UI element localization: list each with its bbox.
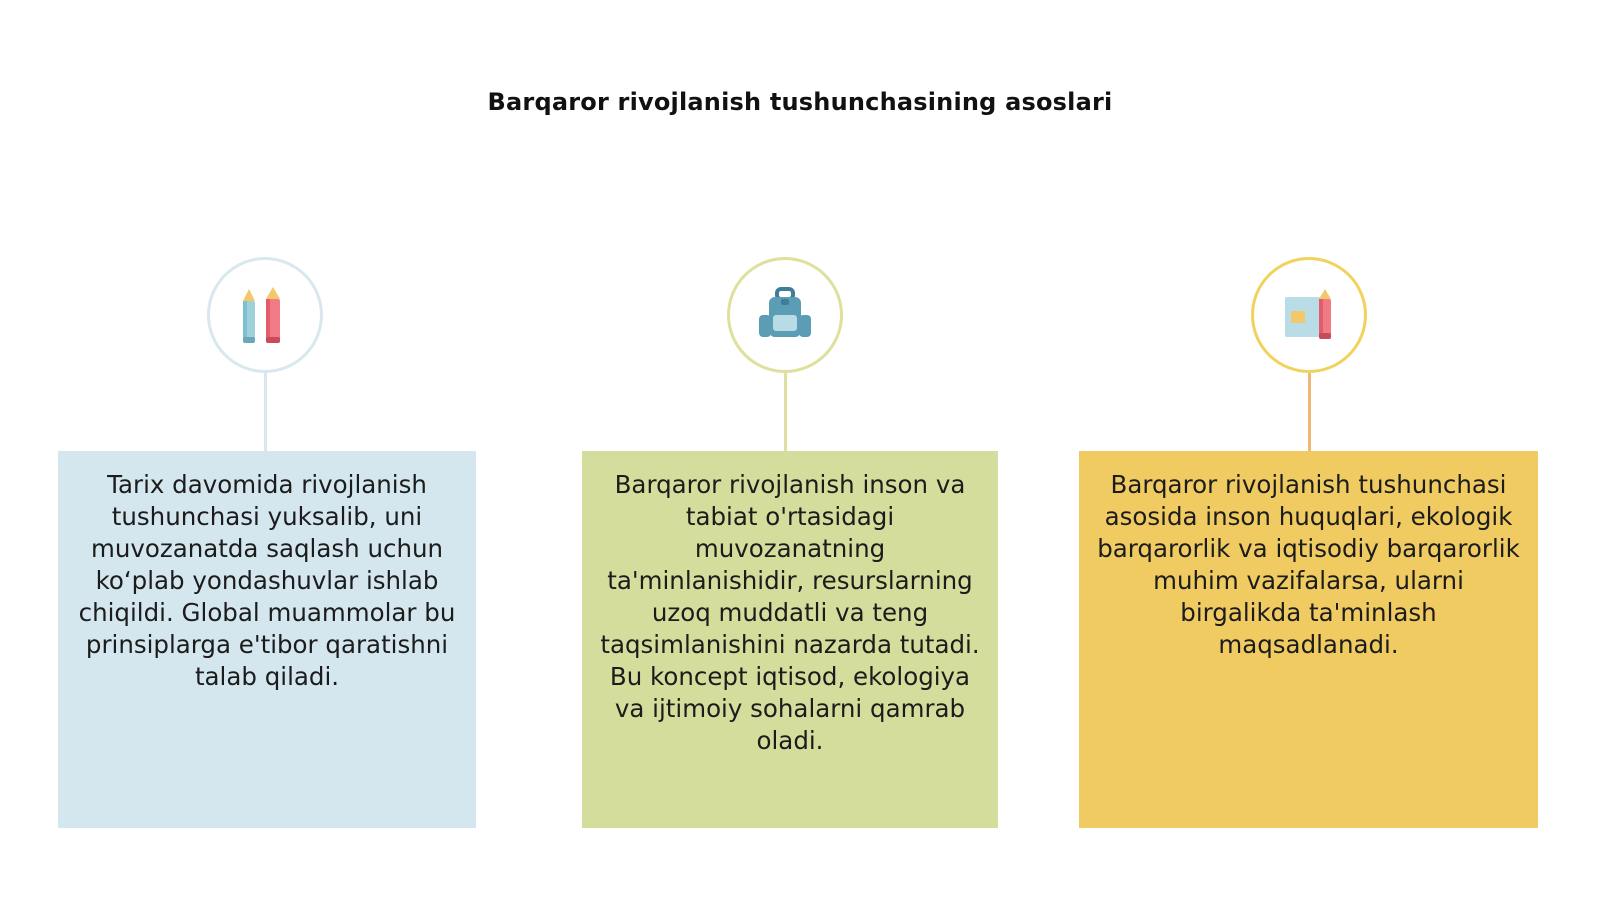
step-3-icon-ring (1251, 257, 1367, 373)
notepad-pencil-icon (1279, 285, 1339, 345)
step-1-connector (264, 373, 267, 451)
pencils-icon (239, 283, 291, 347)
step-2-icon-ring (727, 257, 843, 373)
backpack-icon (755, 285, 815, 345)
step-1-icon-ring (207, 257, 323, 373)
step-2-connector (784, 373, 787, 451)
step-1-card: Tarix davomida rivojlanish tushunchasi yuksalib, uni muvozanatda saqlash uchun ko‘plab yondashuvlar ishlab chiqildi. Global muammolar bu prinsiplarga e'tibor qaratishni talab qiladi. (58, 451, 476, 828)
step-3-card: Barqaror rivojlanish tushunchasi asosida inson huquqlari, ekologik barqarorlik va iqtisodiy barqarorlik muhim vazifalarsa, ularni birgalikda ta'minlash maqsadlanadi. (1079, 451, 1538, 828)
step-2-card: Barqaror rivojlanish inson va tabiat o'rtasidagi muvozanatning ta'minlanishidir, resurslarning uzoq muddatli va teng taqsimlanishini nazarda tutadi. Bu koncept iqtisod, ekologiya va ijtimoiy sohalarni qamrab oladi. (582, 451, 998, 828)
page-title: Barqaror rivojlanish tushunchasining asoslari (487, 88, 1113, 116)
step-3-connector (1308, 373, 1311, 451)
